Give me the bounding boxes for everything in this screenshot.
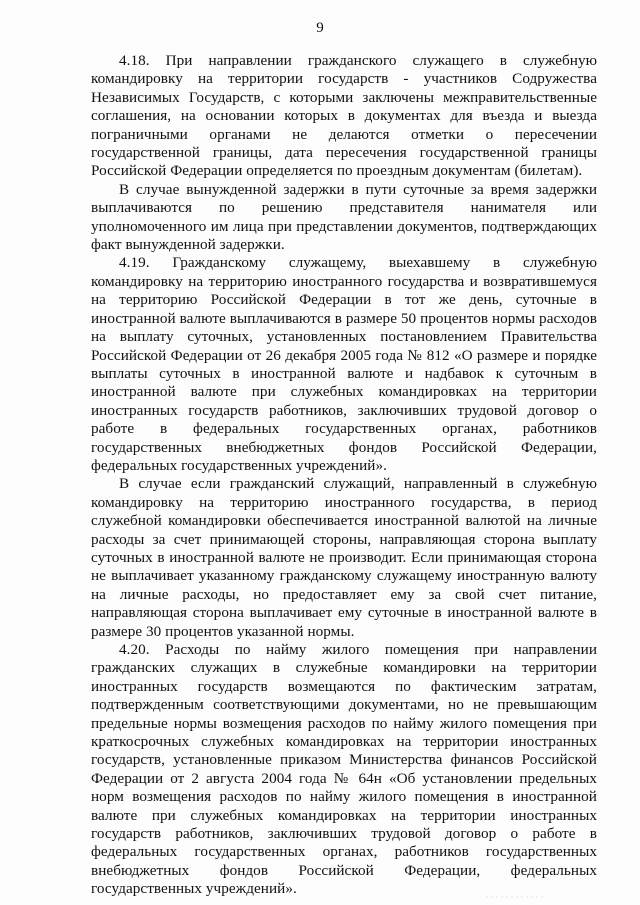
paragraph-4-19: 4.19. Гражданскому служащему, выехавшему в служебную командировку на территорию иностранного государства и возвратившемуся на территорию Российской Федерации в тот же день, суточные в иностранной валюте выплачиваются в размере 50 процентов нормы расходов на выплату суточных, установленных постановлением Правительства Российской Федерации от 26 декабря 2005 года № 812 «О размере и порядке выплаты суточных в иностранной валюте и надбавок к суточным в иностранной валюте при служебных командировках на территории иностранных государств работников, заключивших трудовой договор о работе в федеральных государственных органах, работников государственных внебюджетных фондов Российской Федерации, федеральных государственных учреждений». (91, 254, 597, 474)
page-number: 9 (316, 20, 324, 36)
paragraph-4-20: 4.20. Расходы по найму жилого помещения при направлении гражданских служащих в служебные командировки на территории иностранных государств возмещаются по фактическим затратам, подтвержденным соответствующими документами, но не превышающим предельные нормы возмещения расходов по найму жилого помещения при краткосрочных служебных командировках на территории иностранных государств, установленные приказом Министерства финансов Российской Федерации от 2 августа 2004 года № 64н «Об установлении предельных норм возмещения расходов по найму жилого помещения в иностранной валюте при служебных командировках на территории иностранных государств работников, заключивших трудовой договор о работе в федеральных государственных органах, работников государственных внебюджетных фондов Российской Федерации, федеральных государственных учреждений». (91, 641, 597, 898)
paragraph-4-18: 4.18. При направлении гражданского служащего в служебную командировку на территории государств - участников Содружества Независимых Государств, с которыми заключены межправительственные соглашения, на основании которых в документах для въезда и выезда пограничными органами не делаются отметки о пересечении государственной границы, дата пересечения государственной границы Российской Федерации определяется по проездным документам (билетам). (91, 52, 597, 180)
paragraph-forced-delay: В случае вынужденной задержки в пути суточные за время задержки выплачиваются по решению представителя нанимателя или уполномоченного им лица при представлении документов, подтверждающих факт вынужденной задержки. (91, 180, 597, 254)
paragraph-foreign-currency: В случае если гражданский служащий, направленный в служебную командировку на территорию иностранного государства, в период служебной командировки обеспечивается иностранной валютой на личные расходы за счет принимающей стороны, направляющая сторона выплату суточных в иностранной валюте не производит. Если принимающая сторона не выплачивает указанному гражданскому служащему иностранную валюту на личные расходы, но предоставляет ему за свой счет питание, направляющая сторона выплачивает ему суточные в иностранной валюте в размере 30 процентов указанной нормы. (91, 475, 597, 640)
document-body (91, 52, 597, 899)
scan-artifact (486, 895, 546, 899)
